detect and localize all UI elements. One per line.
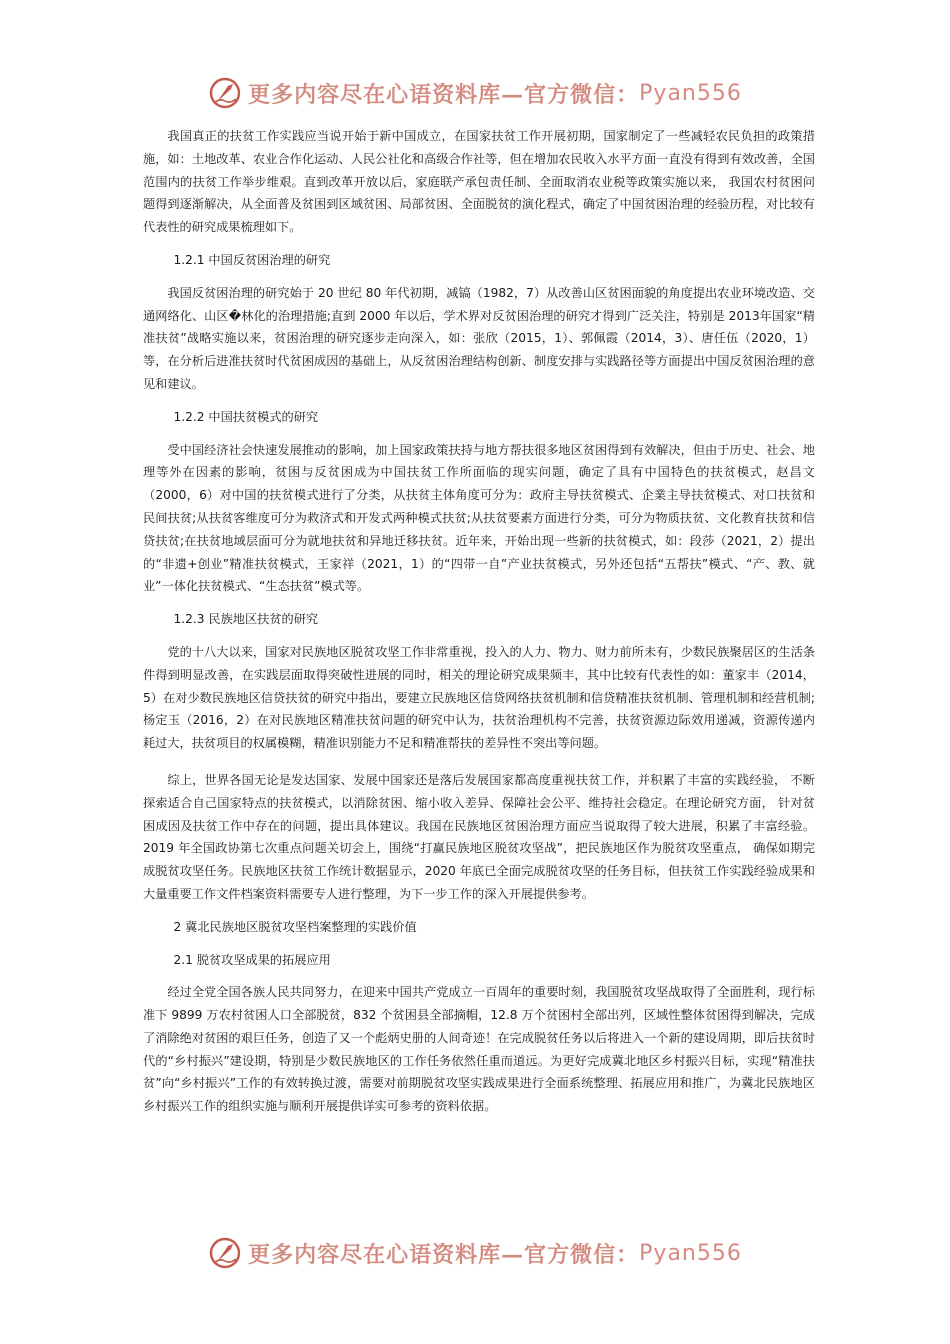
paragraph-5: 综上，世界各国无论是发达国家、发展中国家还是落后发展国家都高度重视扶贫工作，并积累了丰富的实践经验， 不断探索适合自己国家特点的扶贫模式，以消除贫困、缩小收入差异、保障社会公平、维持社会稳定。在理论研究方面， 针对贫困成因及扶贫工作中存在的问题，提出具体建议。我国在民族地区贫困治理方面应当说取得了较大进展，积累了丰富经验。2019 年全国政协第七次重点问题关切会上，围绕“打赢民族地区脱贫攻坚战”，把民族地区作为脱贫攻坚重点， 确保如期完成脱贫攻坚任务。民族地区扶贫工作统计数据显示，2020 年底已全面完成脱贫攻坚的任务目标，但扶贫工作实践经验成果和大量重要工作文件档案资料需要专人进行整理，为下一步工作的深入开展提供参考。 [143, 772, 815, 901]
heading-2-1: 2.1 脱贫攻坚成果的拓展应用 [173, 952, 331, 967]
heading-1-2-3: 1.2.3 民族地区扶贫的研究 [173, 612, 319, 627]
footer-watermark-banner [0, 1233, 950, 1273]
heading-2: 2 冀北民族地区脱贫攻坚档案整理的实践价值 [173, 919, 417, 934]
quill-pen-icon [208, 1236, 242, 1270]
banner-wechat-id: Pyan556 [639, 80, 742, 106]
paragraph-1: 我国真正的扶贫工作实践应当说开始于新中国成立，在国家扶贫工作开展初期，国家制定了一些减轻农民负担的政策措施，如：土地改革、农业合作化运动、人民公社化和高级合作社等，但在增加农民收入水平方面一直没有得到有效改善，全国范围内的扶贫工作举步维艰。直到改革开放以后，家庭联产承包责任制、全面取消农业税等政策实施以来， 我国农村贫困问题得到逐渐解决，从全面普及贫困到区域贫困、局部贫困、全面脱贫的演化程式，确定了中国贫困治理的经验历程，对比较有代表性的研究成果梳理如下。 [143, 129, 815, 235]
banner-wechat-id: Pyan556 [639, 1240, 742, 1266]
banner-text: 更多内容尽在心语资料库—官方微信： [248, 81, 640, 108]
paragraph-3: 受中国经济社会快速发展推动的影响，加上国家政策扶持与地方帮扶很多地区贫困得到有效解决，但由于历史、社会、地理等外在因素的影响，贫困与反贫困成为中国扶贫工作所面临的现实问题，确定了具有中国特色的扶贫模式，赵昌文（2000，6）对中国的扶贫模式进行了分类，从扶贫主体角度可分为：政府主导扶贫模式、企業主导扶贫模式、对口扶贫和民间扶贫;从扶贫客维度可分为救济式和开发式两种模式扶贫;从扶贫要素方面进行分类，可分为物质扶贫、文化教育扶贫和信贷扶贫;在扶贫地域层面可分为就地扶贫和异地迁移扶贫。近年来，开始出现一些新的扶贫模式，如：段莎（2021，2）提出的“非遗+创业”精准扶贫模式，王家祥（2021，1）的“四带一自”产业扶贫模式，另外还包括“五帮扶”模式、“产、教、就业”一体化扶贫模式、“生态扶贫”模式等。 [143, 442, 815, 594]
heading-1-2-2: 1.2.2 中国扶贫模式的研究 [173, 409, 319, 424]
paragraph-2: 我国反贫困治理的研究始于 20 世纪 80 年代初期，减镐（1982，7）从改善山区贫困面貌的角度提出农业环境改造、交通网络化、山区�林化的治理措施;直到 2000 年以后，学术界对反贫困治理的研究才得到广泛关注，特别是 2013年国家“精准扶贫”战略实施以来，贫困治理的研究逐步走向深入，如：张欣（2015，1）、郭佩霞（2014，3）、唐任伍（2020，1）等，在分析后进准扶贫时代贫困成因的基础上，从反贫困治理结构创新、制度安排与实践路径等方面提出中国反贫困治理的意见和建议。 [143, 285, 815, 391]
banner-text: 更多内容尽在心语资料库—官方微信： [248, 1241, 640, 1268]
paragraph-4: 党的十八大以来，国家对民族地区脱贫攻坚工作非常重视，投入的人力、物力、财力前所未有，少数民族聚居区的生活条件得到明显改善，在实践层面取得突破性进展的同时，相关的理论研究成果频丰，其中比较有代表性的如：董家丰（2014，5）在对少数民族地区信贷扶贫的研究中指出，要建立民族地区信贷网络扶贫机制和信贷精准扶贫机制、管理机制和经营机制;杨定玉（2016，2）在对民族地区精准扶贫问题的研究中认为，扶贫治理机构不完善，扶贫资源边际效用递减，资源传递内耗过大，扶贫项目的权属模糊，精准识别能力不足和精准帮扶的差异性不突出等问题。 [143, 644, 815, 751]
quill-pen-icon [208, 76, 242, 110]
heading-1-2-1: 1.2.1 中国反贫困治理的研究 [173, 252, 331, 267]
header-watermark-banner [0, 73, 950, 113]
paragraph-6: 经过全党全国各族人民共同努力，在迎来中国共产党成立一百周年的重要时刻，我国脱贫攻坚战取得了全面胜利，现行标准下 9899 万农村贫困人口全部脱贫，832 个贫困县全部摘帽，12.8 万个贫困村全部出列，区域性整体贫困得到解决，完成了消除绝对贫困的艰巨任务，创造了又一个彪炳史册的人间奇迹！在完成脱贫任务以后将进入一个新的建设周期，即后扶贫时代的“乡村振兴”建设期，特别是少数民族地区的工作任务依然任重而道远。为更好完成冀北地区乡村振兴目标，实现“精准扶贫”向“乡村振兴”工作的有效转换过渡，需要对前期脱贫攻坚实践成果进行全面系统整理、拓展应用和推广，为冀北民族地区乡村振兴工作的组织实施与顺利开展提供详实可参考的资料依据。 [143, 985, 815, 1114]
document-body [143, 125, 815, 1118]
